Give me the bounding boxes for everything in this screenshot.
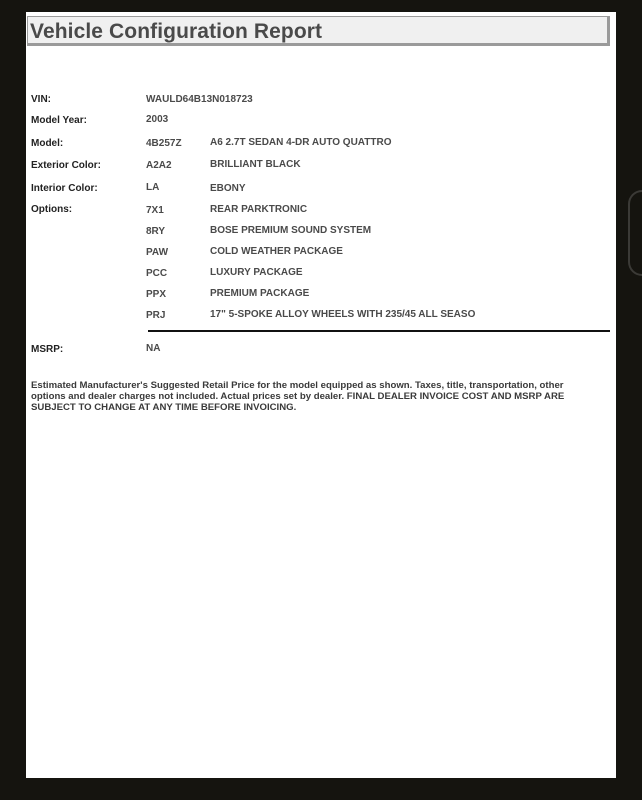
option-code: 8RY [146,226,166,237]
option-code: PPX [146,289,167,300]
option-description: COLD WEATHER PACKAGE [210,246,343,257]
option-description: 17" 5-SPOKE ALLOY WHEELS WITH 235/45 ALL SEASO [210,309,476,320]
vin-label: VIN: [31,94,51,105]
model-label: Model: [31,138,64,149]
options-divider [148,330,610,332]
model-description: A6 2.7T SEDAN 4-DR AUTO QUATTRO [210,137,392,148]
disclaimer-line: options and dealer charges not included. Actual prices set by dealer. FINAL DEALER INVOICE COST AND MSRP ARE [31,391,565,402]
option-code: PCC [146,268,168,279]
report-title: Vehicle Configuration Report [30,20,323,43]
interior-color-description: EBONY [210,183,246,194]
options-label: Options: [31,204,73,215]
msrp-value: NA [146,343,161,354]
report-page [26,12,616,778]
msrp-disclaimer [31,380,591,413]
option-description: REAR PARKTRONIC [210,204,308,215]
option-description: BOSE PREMIUM SOUND SYSTEM [210,225,372,236]
vin-value: WAULD64B13N018723 [146,94,253,105]
option-code: 7X1 [146,205,164,216]
option-description: PREMIUM PACKAGE [210,288,310,299]
disclaimer-line: Estimated Manufacturer's Suggested Retail Price for the model equipped as shown. Taxes, title, transportation, other [31,380,564,391]
interior-color-code: LA [146,182,160,193]
exterior-color-label: Exterior Color: [31,160,102,171]
side-scroll-handle[interactable] [628,190,642,276]
disclaimer-line: SUBJECT TO CHANGE AT ANY TIME BEFORE INVOICING. [31,402,297,413]
interior-color-label: Interior Color: [31,183,98,194]
report-title-bar [27,16,610,46]
option-code: PRJ [146,310,166,321]
exterior-color-description: BRILLIANT BLACK [210,159,301,170]
option-description: LUXURY PACKAGE [210,267,303,278]
model-year-label: Model Year: [31,115,87,126]
model-year-value: 2003 [146,114,169,125]
exterior-color-code: A2A2 [146,160,172,171]
option-code: PAW [146,247,169,258]
model-code: 4B257Z [146,138,182,149]
msrp-label: MSRP: [31,344,64,355]
